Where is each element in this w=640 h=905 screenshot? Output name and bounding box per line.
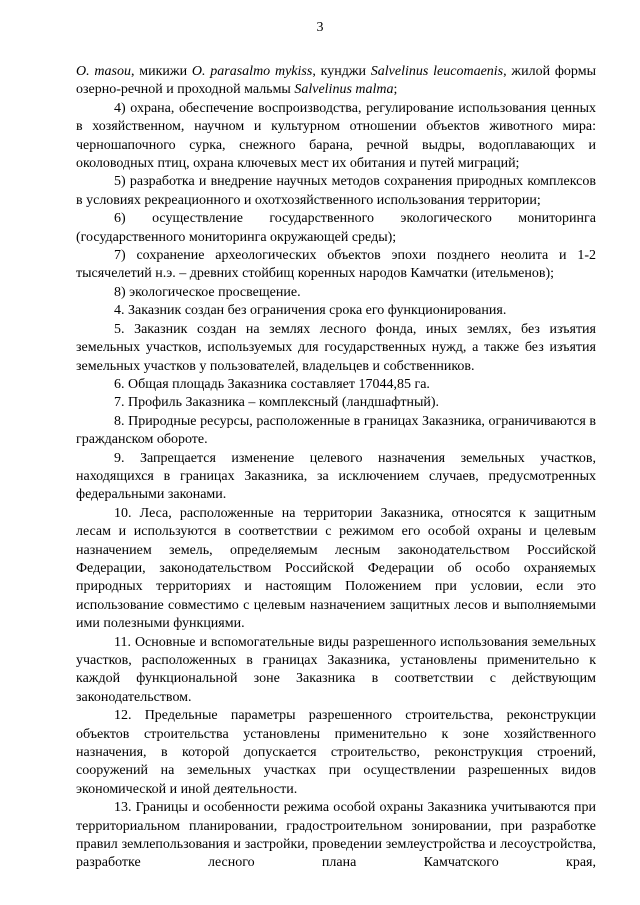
- paragraph-text: , кунджи: [312, 64, 371, 79]
- paragraph-text: 5. Заказник создан на землях лесного фонда, иных землях, без изъятия земельных участков, используемых для государственных нужд, а также без изъятия земельных участков у пользователей, владельцев и собственников.: [76, 321, 596, 374]
- paragraph: [76, 505, 596, 634]
- paragraph-text: 4) охрана, обеспечение воспроизводства, регулирование использования ценных в хозяйственном, научном и культурном отношении объектов животного мира: черношапочного сурка, снежного барана, речной выдры, водоплавающих и околоводных птиц, охрана ключевых мест их обитания и путей миграций;: [76, 100, 596, 172]
- paragraph-text: 7. Профиль Заказника – комплексный (ландшафтный).: [114, 395, 440, 411]
- paragraph-text: 8) экологическое просвещение.: [114, 284, 301, 300]
- page-number: 3: [316, 20, 324, 35]
- paragraph: [76, 63, 596, 100]
- paragraph-text: 8. Природные ресурсы, расположенные в границах Заказника, ограничиваются в гражданском обороте.: [76, 413, 596, 448]
- species-name-italic: O. parasalmo mykiss: [191, 64, 313, 79]
- paragraph: [76, 302, 596, 320]
- paragraph: [76, 394, 596, 412]
- paragraph-text: 10. Леса, расположенные на территории Заказника, относятся к защитным лесам и используются в соответствии с режимом его особой охраны и целевым назначением земель, определяемым лесным законодательством Российской Федерации, законодательством Российской Федерации об особо охраняемых природных территориях и настоящим Положением при условии, если это использование совместимо с целевым назначением защитных лесов и выполняемыми ими полезными функциями.: [76, 505, 596, 632]
- paragraph: [76, 321, 596, 376]
- paragraph: [76, 173, 596, 210]
- paragraph-text: , жилой формы озерно-речной и проходной мальмы: [76, 64, 596, 98]
- paragraph: [76, 413, 596, 450]
- paragraph-text: 9. Запрещается изменение целевого назначения земельных участков, находящихся в границах Заказника, за исключением случаев, предусмотренных федеральными законами.: [76, 450, 596, 503]
- document-body: [76, 63, 596, 873]
- paragraph-text: ;: [393, 82, 398, 98]
- paragraph-text: 13. Границы и особенности режима особой охраны Заказника учитываются при территориальном планировании, градостроительном зонировании, при разработке правил землепользования и застройки, проведении землеустройства и лесоустройства, разработке лесного плана Камчатского края,: [76, 800, 596, 871]
- paragraph: [76, 450, 596, 505]
- paragraph-text: 11. Основные и вспомогательные виды разрешенного использования земельных участков, расположенных в границах Заказника, установлены применительно к каждой функциональной зоне Заказника в соответствии с действующим законодательством.: [76, 634, 596, 705]
- paragraph: [76, 100, 596, 174]
- paragraph: [76, 634, 596, 708]
- paragraph: [76, 247, 596, 284]
- paragraph: [76, 707, 596, 799]
- species-name-italic: Salvelinus leucomaenis: [370, 64, 504, 79]
- paragraph-text: 4. Заказник создан без ограничения срока его функционирования.: [114, 303, 507, 319]
- paragraph-text: 6) осуществление государственного экологического мониторинга (государственного мониторинга окружающей среды);: [76, 211, 596, 245]
- species-name-italic: O. masou: [76, 64, 131, 79]
- paragraph-text: , микижи: [130, 64, 192, 79]
- species-name-italic: Salvelinus malma: [294, 82, 394, 98]
- paragraph: [76, 284, 596, 302]
- paragraph: [76, 799, 596, 873]
- paragraph-text: 12. Предельные параметры разрешенного строительства, реконструкции объектов строительства установлены применительно к зоне хозяйственного назначения, в которой допускается строительство, реконструкция строений, сооружений на земельных участках при осуществлении разрешенных видов экономической и иной деятельности.: [76, 708, 596, 797]
- paragraph-text: 7) сохранение археологических объектов эпохи позднего неолита и 1-2 тысячелетий н.э. – древних стойбищ коренных народов Камчатки (ительменов);: [76, 248, 596, 282]
- paragraph: [76, 210, 596, 247]
- paragraph-text: 6. Общая площадь Заказника составляет 17044,85 га.: [114, 376, 430, 392]
- paragraph: [76, 376, 596, 394]
- paragraph-text: 5) разработка и внедрение научных методов сохранения природных комплексов в условиях рекреационного и охотхозяйственного использования территории;: [76, 174, 596, 208]
